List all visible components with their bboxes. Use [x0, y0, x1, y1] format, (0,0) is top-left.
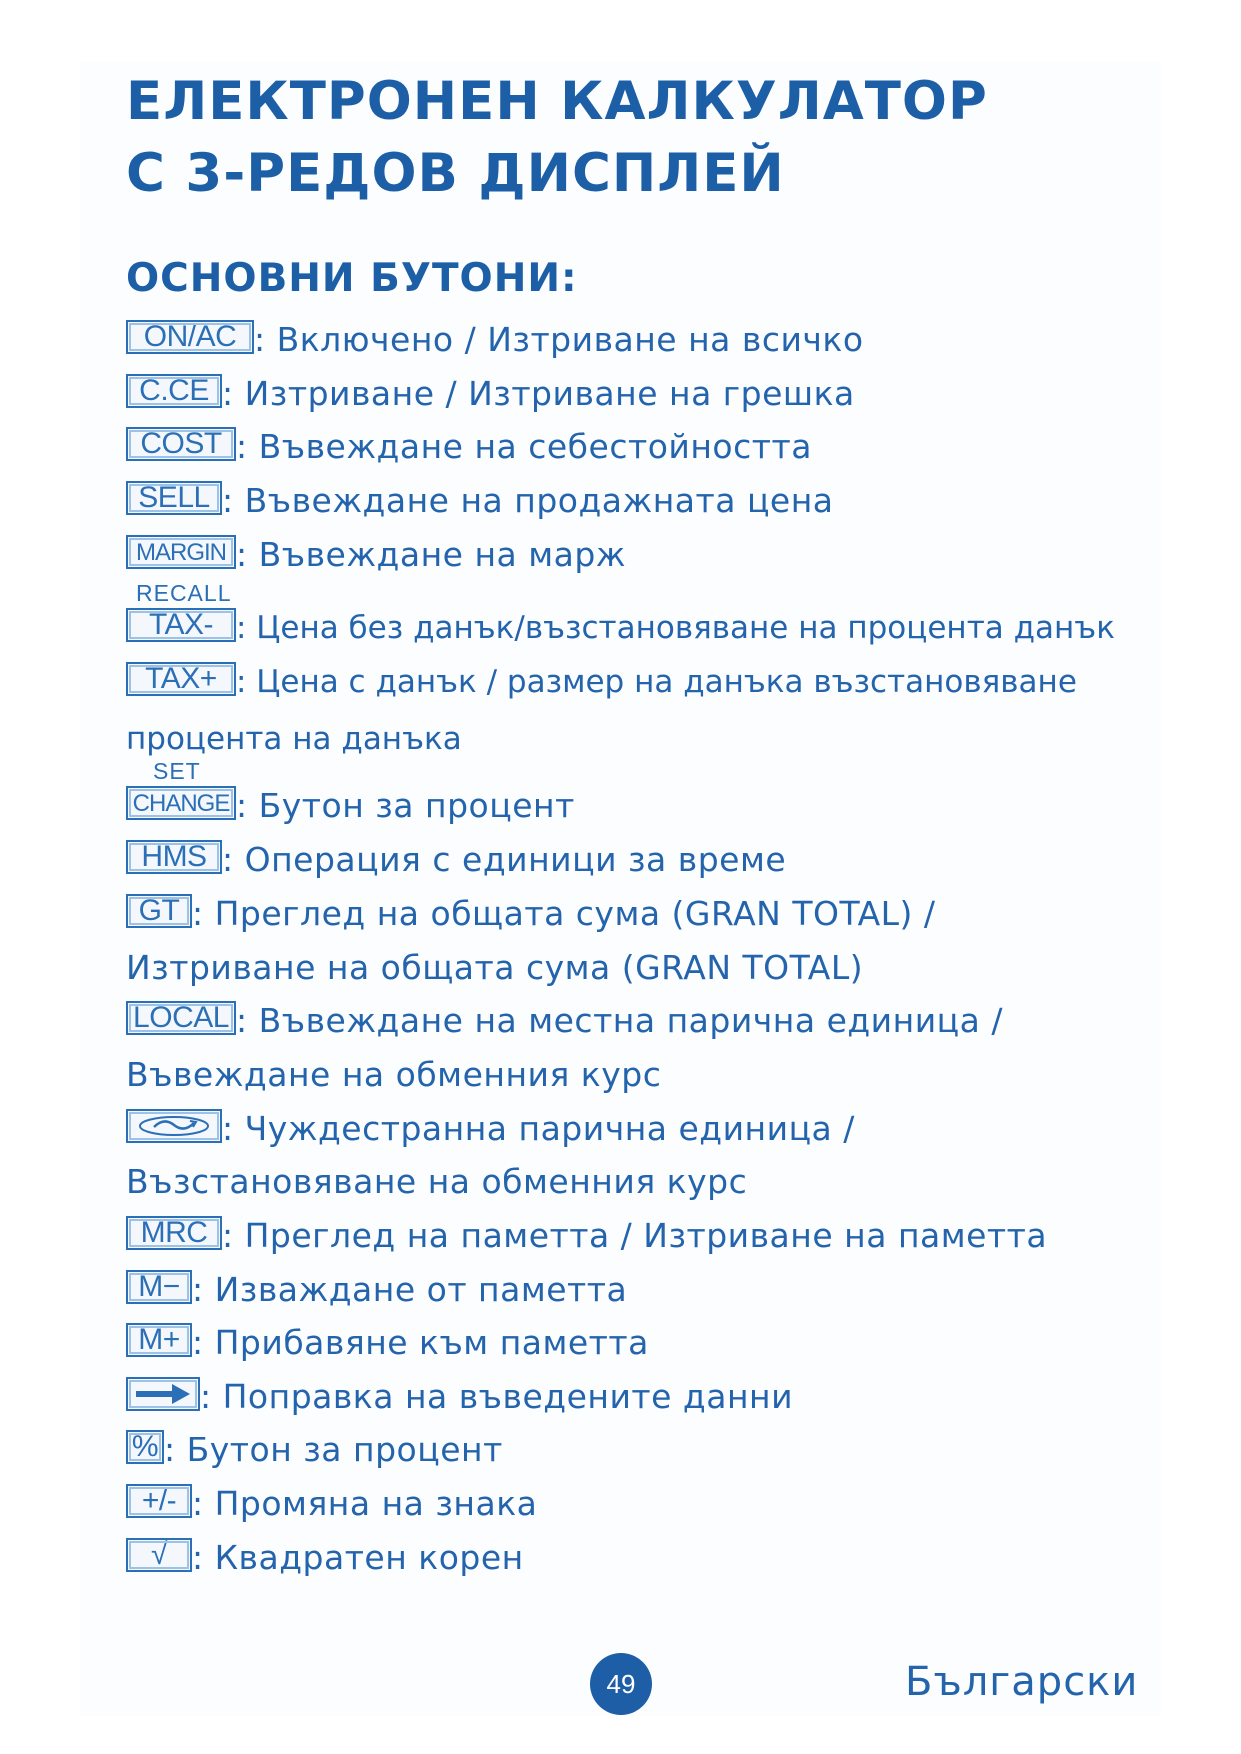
button-description: : Поправка на въведените данни: [200, 1377, 794, 1416]
button-description: : Бутон за процент: [236, 786, 575, 825]
button-description: : Въвеждане на продажната цена: [222, 481, 834, 520]
square-root-key-icon: √: [126, 1538, 192, 1572]
currency-exchange-icon: [126, 1109, 222, 1143]
button-entry-c-ce: [126, 372, 855, 416]
recall-label: RECALL: [136, 580, 232, 606]
button-entry-gt: [126, 892, 936, 936]
button-entry-change: [126, 784, 575, 828]
button-description: : Бутон за процент: [164, 1430, 503, 1469]
button-entry-cost: [126, 425, 812, 469]
button-description: : Включено / Изтриване на всичко: [254, 320, 864, 359]
button-description: : Въвеждане на марж: [236, 535, 627, 574]
button-entry-tax-plus: [126, 660, 1077, 704]
mrc-key-icon: MRC: [126, 1216, 222, 1250]
button-description: : Преглед на общата сума (GRAN TOTAL) /: [192, 894, 936, 933]
button-description: : Цена с данък / размер на данъка възстановяване: [236, 664, 1077, 700]
button-description: : Квадратен корен: [192, 1538, 524, 1577]
button-description: : Изваждане от паметта: [192, 1270, 628, 1309]
set-label: SET: [153, 758, 201, 784]
m-plus-key-icon: M+: [126, 1323, 192, 1357]
button-entry-mrc: [126, 1214, 1047, 1258]
button-description: : Операция с единици за време: [222, 840, 787, 879]
page-number-badge: 49: [590, 1653, 652, 1715]
gt-key-icon: GT: [126, 894, 192, 928]
button-description: : Изтриване / Изтриване на грешка: [222, 374, 855, 413]
tax-plus-key-icon: TAX+: [126, 662, 236, 696]
button-entry-foreign-currency: [126, 1107, 855, 1151]
document-title: [126, 66, 988, 210]
button-entry-on-ac: [126, 318, 864, 362]
on-ac-key-icon: ON/AC: [126, 320, 254, 354]
button-entry-m-minus: [126, 1268, 627, 1312]
hms-key-icon: HMS: [126, 840, 222, 874]
button-entry-local: [126, 999, 1003, 1043]
button-description: : Въвеждане на себестойността: [236, 427, 812, 466]
button-entry-m-plus: [126, 1321, 649, 1365]
percent-key-icon: %: [126, 1430, 164, 1464]
change-key-icon: CHANGE: [126, 786, 236, 820]
title-line-2: С 3-РЕДОВ ДИСПЛЕЙ: [126, 143, 785, 204]
button-description: : Въвеждане на местна парична единица /: [236, 1001, 1003, 1040]
button-description-continued: Изтриване на общата сума (GRAN TOTAL): [126, 948, 864, 987]
local-key-icon: LOCAL: [126, 1001, 236, 1035]
cost-key-icon: COST: [126, 427, 236, 461]
margin-key-icon: MARGIN: [126, 535, 236, 569]
button-description: : Прибавяне към паметта: [192, 1323, 649, 1362]
button-entry-margin: [126, 533, 626, 577]
button-entry-square-root: [126, 1536, 524, 1580]
tax-minus-key-icon: TAX-: [126, 608, 236, 642]
button-entry-tax-minus: [126, 606, 1115, 650]
sign-change-key-icon: +/-: [126, 1484, 192, 1518]
button-description: : Преглед на паметта / Изтриване на паметта: [222, 1216, 1048, 1255]
button-entry-correction: [126, 1375, 793, 1419]
button-description-continued: Възстановяване на обменния курс: [126, 1162, 748, 1201]
button-description: : Чуждестранна парична единица /: [222, 1109, 855, 1148]
button-description: : Цена без данък/възстановяване на процента данък: [236, 610, 1115, 646]
button-description: : Промяна на знака: [192, 1484, 538, 1523]
button-description-continued: процента на данъка: [126, 721, 462, 757]
title-line-1: ЕЛЕКТРОНЕН КАЛКУЛАТОР: [126, 71, 988, 132]
button-description-continued: Въвеждане на обменния курс: [126, 1055, 662, 1094]
m-minus-key-icon: M−: [126, 1270, 192, 1304]
c-ce-key-icon: C.CE: [126, 374, 222, 408]
button-entry-sign-change: [126, 1482, 537, 1526]
sell-key-icon: SELL: [126, 481, 222, 515]
section-heading: ОСНОВНИ БУТОНИ:: [126, 256, 578, 301]
button-entry-sell: [126, 479, 834, 523]
button-entry-percent: [126, 1428, 503, 1472]
language-label: Български: [905, 1659, 1139, 1705]
right-arrow-icon: [126, 1377, 200, 1411]
button-entry-hms: [126, 838, 786, 882]
